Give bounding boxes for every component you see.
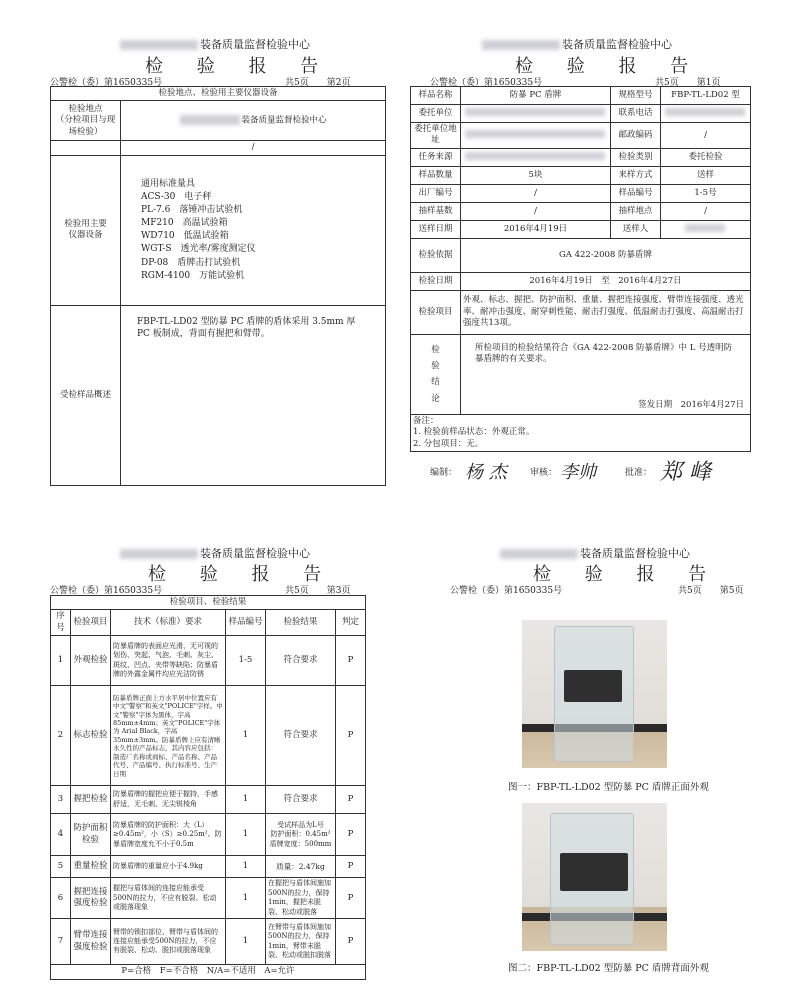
reviewer-signature: 李帅 xyxy=(560,462,596,483)
figure-2-caption: 图二：FBP-TL-LD02 型防暴 PC 盾牌背面外观 xyxy=(508,963,709,974)
institute-header: 装备质量监督检验中心 xyxy=(500,545,690,561)
results-table: 检验项目、检验结果 序号 检验项目 技术（标准）要求 样品编号 检验结果 判定 1 外观检验 防暴盾牌的表面应光滑、无可视的划伤、突起、气泡、毛刺、灰尘、斑纹、凹点、夹带等缺陷；防暴盾牌的外露金属件均应光洁防锈 1-5 符合要求 P 2 标志检验 防暴盾牌正面上方水平居中位置应有中文"警察"和英文"POLICE"字样。中文"警察"字体为黑体，字高 85mm±4mm；英文"POLICE"字体为 Arial Black，字高 35mm±3mm。防暴盾牌上应有清晰永久性的产品标志，其内容应包括：制造厂名称或商标、产品名称、产品代号、产品编号、执行标准号、生产日期 1 符合要求 P 3 握把检验 防暴盾牌的握把应便于握持，手感舒适，无毛刺、无尖锐棱角 1 符合要求 P 4 防护面积检验 防暴盾牌的防护面积：大（L）≥0.45m²，小（S）≥0.25m²。防暴盾牌宽度允不小于0.5m 1 受试样品为L号 防护面积：0.45m² 盾牌宽度：500mm P 5 重量检验 防暴盾牌的重量应小于4.9kg 1 质量：2.47kg P 6 握把连接强度检验 握把与盾体间的连接应能承受500N的拉力，不应有脱裂、松动或脱落现象 1 在握把与盾体间施加500N的拉力，保持1min，握把未脱裂、松动或脱落 P 7 臂带连接强度检验 臂带的锁扣部位、臂带与盾体间的连接应能承受500N的拉力，不应有脱裂、松动、脱扣或脱落现象 1 在臂带与盾体间施加500N的拉力，保持1min，臂带未脱裂、松动或脱扣脱落 P P=合格 F=不合格 N/A=不适用 A=允许 xyxy=(50,595,366,980)
conclusion: 所检项目的检验结果符合《GA 422-2008 防暴盾牌》中 L 号透明防暴盾牌的有关要求。 签发日期 2016年4月27日 xyxy=(461,334,751,414)
report-number: 公警检（委）第1650335号 xyxy=(450,586,563,596)
delivery-date: 2016年4月19日 xyxy=(461,220,611,238)
address-redacted xyxy=(461,123,611,149)
equipment-table xyxy=(50,86,386,486)
back-view-photo xyxy=(522,803,667,951)
sample-name: 防暴 PC 盾牌 xyxy=(461,87,611,105)
place-value-2: / xyxy=(121,141,386,155)
report-page-2 xyxy=(0,0,400,495)
table-row: 2 标志检验 防暴盾牌正面上方水平居中位置应有中文"警察"和英文"POLICE"字样。中文"警察"字体为黑体，字高 85mm±4mm；英文"POLICE"字体为 Arial Black，字高 35mm±3mm。防暴盾牌上应有清晰永久性的产品标志，其内容应包括：制造厂名称或商标、产品名称、产品代号、产品编号、执行标准号、生产日期 1 符合要求 P xyxy=(51,686,366,786)
report-title: 检 验 报 告 xyxy=(515,56,703,77)
model: FBP-TL-LD02 型 xyxy=(661,87,751,105)
section-heading: 检验地点、检验用主要仪器设备 xyxy=(51,87,386,101)
summary-table: 样品名称 防暴 PC 盾牌 规格型号 FBP-TL-LD02 型 委托单位 联系电话 委托单位地址 邮政编码 / 任务来源 检验类别 委托检验 样品数量 5块 来样方式 送样 出厂编号 / 样品编号 1-5号 抽样基数 / 抽样地点 / 送样日期 2016年4月19日 送样人 检验依据 GA 422-2008 防暴盾牌 检验日期 2016年4月19日 至 2016年4月27日 检验项目 外观、标志、握把、防护面积、重量、握把连接强度、臂带连接强度、透光率、耐冲击强度、耐穿刺性能、耐击打强度、低温耐击打强度、高温耐击打强度共13项。 检 验 结 论 所检项目的检验结果符合《GA 422-2008 防暴盾牌》中 L 号透明防暴盾牌的有关要求。 签发日期 2016年4月27日 备注： 1. 检验前样品状态：外观正常。 2. 分包项目：无。 xyxy=(410,86,751,452)
test-date: 2016年4月19日 至 2016年4月27日 xyxy=(461,272,751,290)
equipment-list: 通用标准量具 ACS-30 电子秤 PL-7.6 落锤冲击试验机 MF210 高温试验箱 WD710 低温试验箱 WGT-S 透光率/雾度测定仪 DP-08 盾牌击打试验机 RGM-4100 万能试验机 xyxy=(121,155,386,305)
test-basis: GA 422-2008 防暴盾牌 xyxy=(461,238,751,272)
report-number: 公警检（委）第1650335号 xyxy=(430,78,543,88)
equipment-label: 检验用主要 仪器设备 xyxy=(51,155,121,305)
issue-date: 签发日期 2016年4月27日 xyxy=(638,400,744,411)
report-page-3 xyxy=(0,535,400,989)
client-redacted xyxy=(461,105,611,123)
remarks: 备注： 1. 检验前样品状态：外观正常。 2. 分包项目：无。 xyxy=(411,414,751,451)
table-row: 1 外观检验 防暴盾牌的表面应光滑、无可视的划伤、突起、气泡、毛刺、灰尘、斑纹、凹点、夹带等缺陷；防暴盾牌的外露金属件均应光洁防锈 1-5 符合要求 P xyxy=(51,636,366,686)
report-title: 检 验 报 告 xyxy=(145,56,333,77)
table-row: 4 防护面积检验 防暴盾牌的防护面积：大（L）≥0.45m²，小（S）≥0.25m²。防暴盾牌宽度允不小于0.5m 1 受试样品为L号 防护面积：0.45m² 盾牌宽度：500mm P xyxy=(51,814,366,856)
table-row: 3 握把检验 防暴盾牌的握把应便于握持，手感舒适，无毛刺、无尖锐棱角 1 符合要求 P xyxy=(51,786,366,814)
place-label: 检验地点 （分检项目与现场检验） xyxy=(51,101,121,141)
report-title: 检 验 报 告 xyxy=(533,564,721,585)
page-count: 共5页 第2页 xyxy=(285,78,351,88)
institute-header: 装备质量监督检验中心 xyxy=(120,36,310,52)
table-row: 5 重量检验 防暴盾牌的重量应小于4.9kg 1 质量：2.47kg P xyxy=(51,856,366,878)
sample-label: 受检样品概述 xyxy=(51,305,121,485)
page-count: 共5页 第5页 xyxy=(678,586,744,596)
test-items: 外观、标志、握把、防护面积、重量、握把连接强度、臂带连接强度、透光率、耐冲击强度、耐穿刺性能、耐击打强度、低温耐击打强度、高温耐击打强度共13项。 xyxy=(461,290,751,334)
section-heading: 检验项目、检验结果 xyxy=(51,596,366,610)
sample-numbers: 1-5号 xyxy=(661,184,751,202)
sample-description: FBP-TL-LD02 型防暴 PC 盾牌的盾体采用 3.5mm 厚 PC 板制成，背面有握把和臂带。 xyxy=(121,305,386,485)
compiler-signature: 杨 杰 xyxy=(465,462,507,483)
test-type: 委托检验 xyxy=(661,148,751,166)
figure-1-caption: 图一：FBP-TL-LD02 型防暴 PC 盾牌正面外观 xyxy=(508,782,709,793)
shield-handle xyxy=(560,853,628,891)
approver-signature: 郑 峰 xyxy=(660,460,711,485)
report-page-5 xyxy=(400,535,800,989)
reviewer-label: 审核： xyxy=(530,468,558,478)
report-page-1 xyxy=(400,0,800,495)
compiler-label: 编制： xyxy=(430,468,458,478)
front-view-photo xyxy=(522,620,667,768)
institute-header: 装备质量监督检验中心 xyxy=(120,545,310,561)
phone-redacted xyxy=(661,105,751,123)
result-legend: P=合格 F=不合格 N/A=不适用 A=允许 xyxy=(51,965,366,979)
table-row: 6 握把连接强度检验 握把与盾体间的连接应能承受500N的拉力，不应有脱裂、松动或脱落现象 1 在握把与盾体间施加500N的拉力，保持1min，握把未脱裂、松动或脱落 P xyxy=(51,878,366,919)
sender-redacted xyxy=(661,220,751,238)
report-number: 公警检（委）第1650335号 xyxy=(50,586,163,596)
report-title: 检 验 报 告 xyxy=(148,564,336,585)
approver-label: 批准： xyxy=(625,468,653,478)
page-count: 共5页 第3页 xyxy=(285,586,351,596)
report-number: 公警检（委）第1650335号 xyxy=(50,78,163,88)
page-count: 共5页 第1页 xyxy=(655,78,721,88)
place-value: 装备质量监督检验中心 xyxy=(121,101,386,141)
source-redacted xyxy=(461,148,611,166)
sample-quantity: 5块 xyxy=(461,166,611,184)
redacted-name xyxy=(120,40,198,50)
institute-header: 装备质量监督检验中心 xyxy=(482,36,672,52)
table-row: 7 臂带连接强度检验 臂带的锁扣部位、臂带与盾体间的连接应能承受500N的拉力，不应有脱裂、松动、脱扣或脱落现象 1 在臂带与盾体间施加500N的拉力，保持1min，臂带未脱裂、松动或脱扣脱落 P xyxy=(51,919,366,965)
shield-handle xyxy=(564,670,622,702)
